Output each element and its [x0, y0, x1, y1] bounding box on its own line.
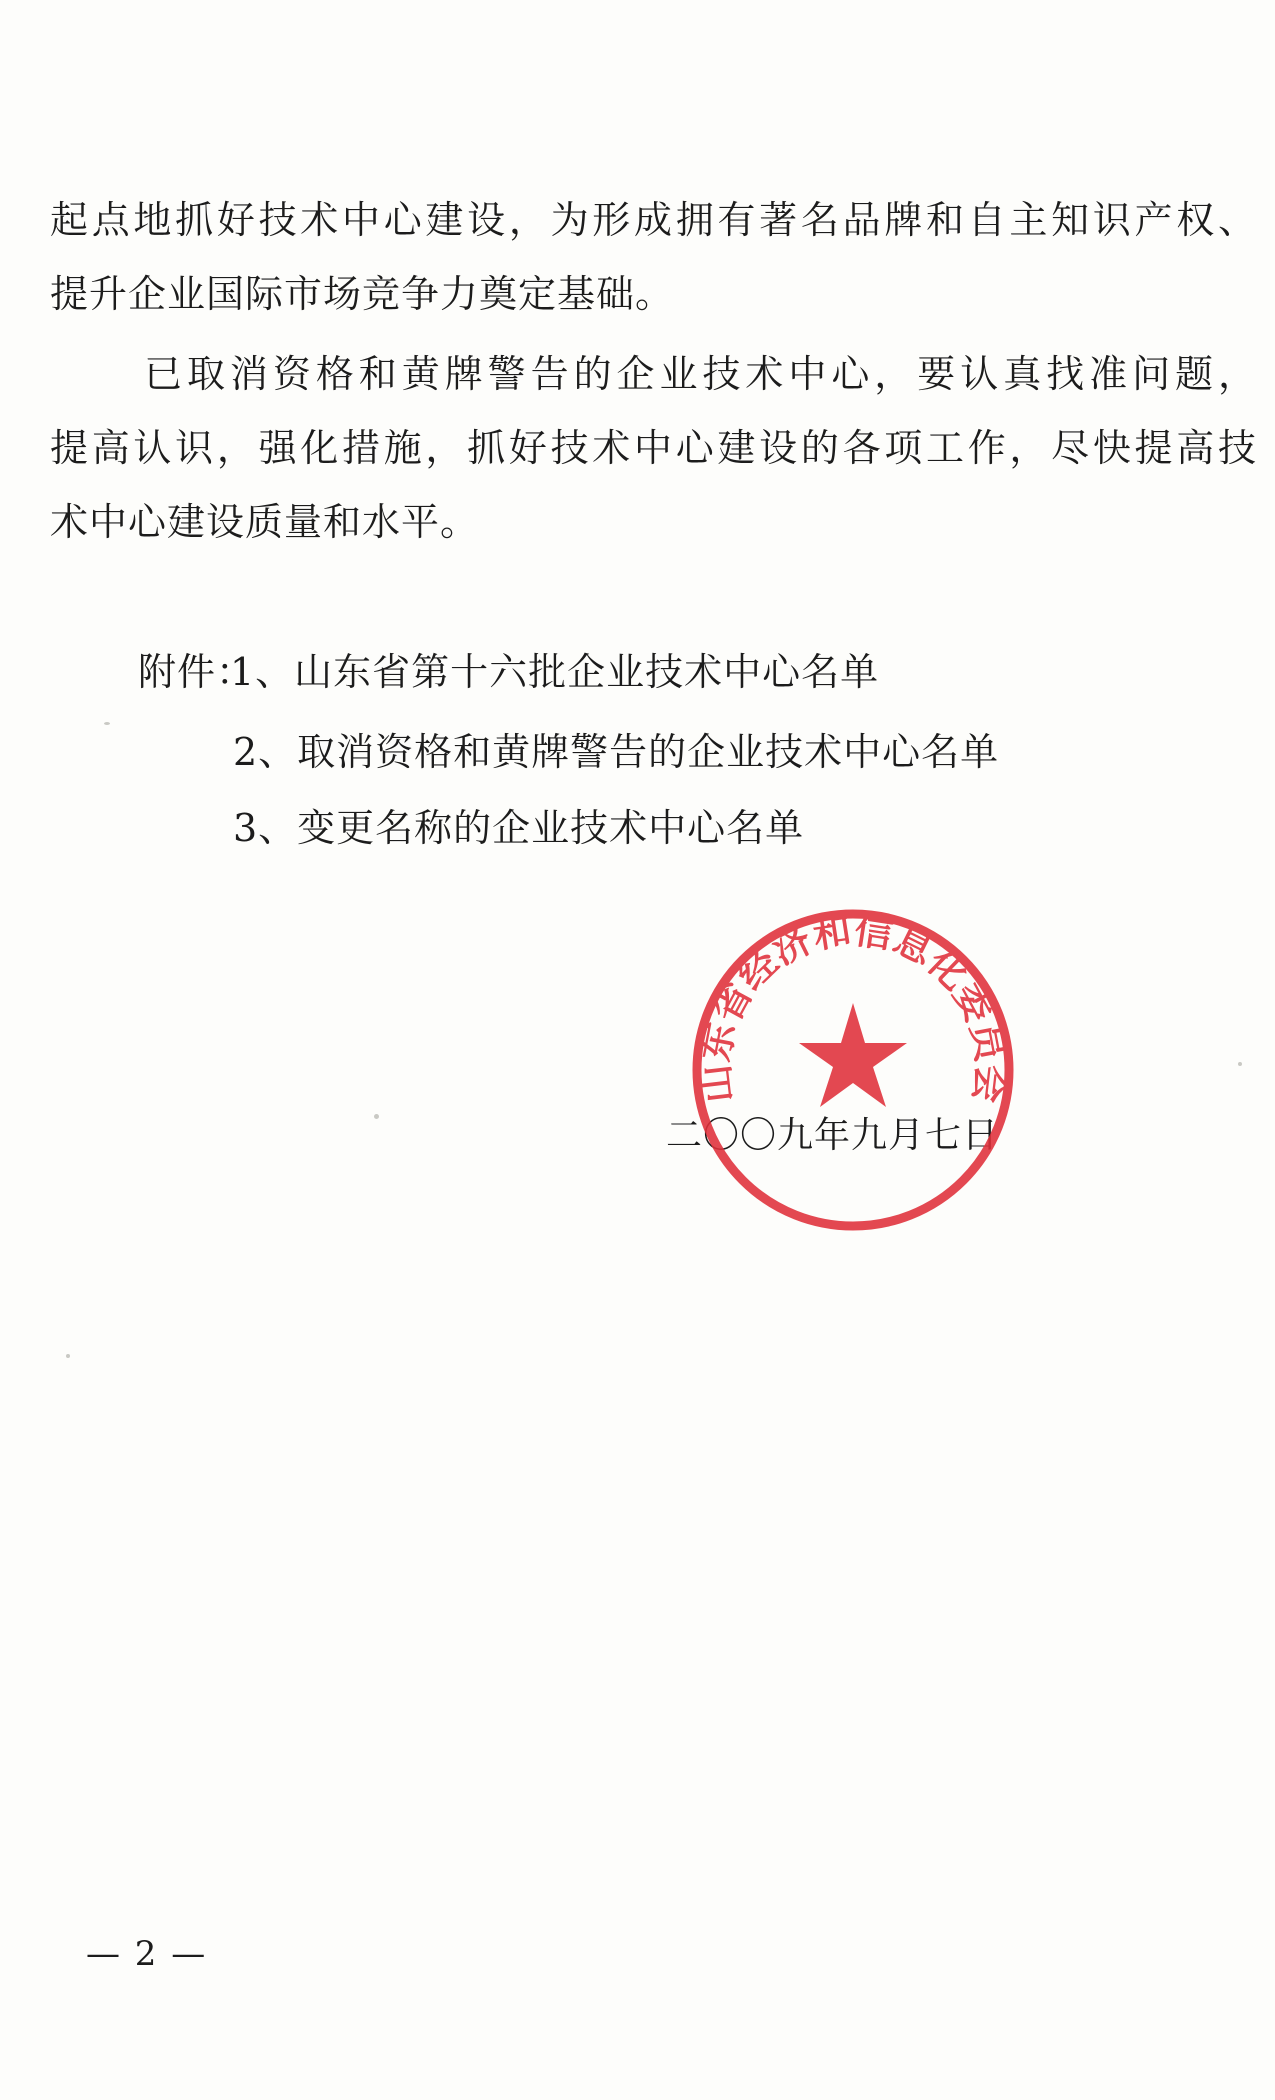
body-text-line: 起点地抓好技术中心建设，为形成拥有著名品牌和自主知识产权、	[50, 198, 1256, 242]
body-text-line: 已取消资格和黄牌警告的企业技术中心，要认真找准问题，	[144, 352, 1256, 396]
paper-speck	[1238, 1062, 1242, 1066]
attachment-item: 2、取消资格和黄牌警告的企业技术中心名单	[233, 730, 1000, 774]
paper-speck	[66, 1354, 70, 1358]
attachment-item: 1、山东省第十六批企业技术中心名单	[230, 650, 880, 694]
paper-speck	[374, 1114, 379, 1119]
official-seal	[688, 905, 1018, 1235]
attachments-label: 附件：	[138, 650, 256, 694]
body-text-line: 术中心建设质量和水平。	[50, 500, 480, 544]
issue-date: 二〇〇九年九月七日	[666, 1115, 1000, 1156]
seal-text: 山东省经济和信息化委员会	[692, 907, 1014, 1106]
body-text-line: 提升企业国际市场竞争力奠定基础。	[50, 272, 675, 316]
page-number: — 2 —	[86, 1934, 208, 1974]
star-icon	[799, 1003, 907, 1107]
body-text-line: 提高认识，强化措施，抓好技术中心建设的各项工作，尽快提高技	[50, 426, 1256, 470]
attachment-item: 3、变更名称的企业技术中心名单	[233, 806, 805, 850]
paper-speck	[104, 722, 110, 725]
